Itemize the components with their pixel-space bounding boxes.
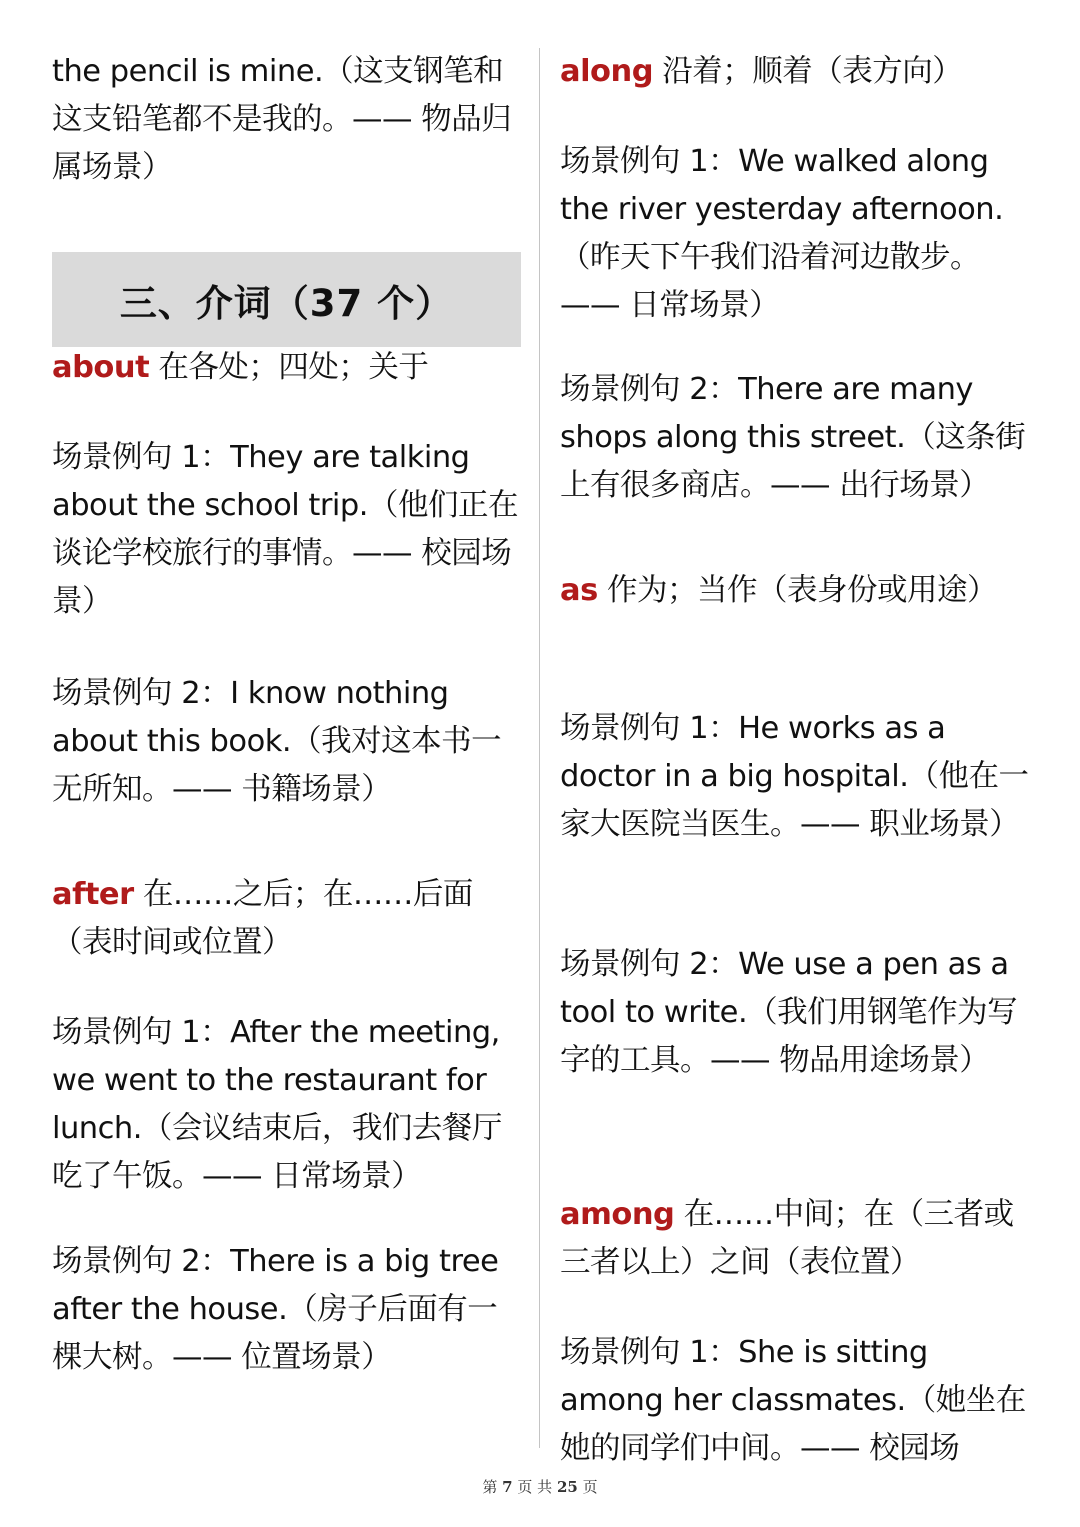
headword: about [52,350,150,385]
footer-suffix: 页 [582,1478,598,1496]
entry-headword-among [560,1191,1038,1287]
page-footer [0,1476,1080,1497]
example-sentence: 场景例句 1：He works as a doctor in a big hospital.（他在一家大医院当医生。—— 职业场景） [560,711,1029,842]
column-divider [539,48,540,1448]
entry-headword-about [52,344,522,392]
example-sentence: 场景例句 2：There are many shops along this street.（这条街上有很多商店。—— 出行场景） [560,372,1026,503]
headword-meaning: 在各处；四处；关于 [149,350,429,385]
footer-prefix: 第 [482,1478,498,1496]
example-sentence: 场景例句 1：They are talking about the school trip.（他们正在谈论学校旅行的事情。—— 校园场景） [52,440,518,619]
example-sentence: 场景例句 1：After the meeting, we went to the restaurant for lunch.（会议结束后，我们去餐厅吃了午饭。—— 日常场景） [52,1015,502,1194]
entry-headword-along [560,48,1038,96]
example-sentence: 场景例句 1：We walked along the river yesterday afternoon.（昨天下午我们沿着河边散步。—— 日常场景） [560,144,1004,323]
example-sentence: 场景例句 1：She is sitting among her classmates.（她坐在她的同学们中间。—— 校园场 [560,1335,1026,1466]
footer-total-pages: 25 [556,1478,578,1496]
example-sentence: 场景例句 2：I know nothing about this book.（我对这本书一无所知。—— 书籍场景） [52,676,502,807]
example-sentence: 场景例句 2：There is a big tree after the house.（房子后面有一棵大树。—— 位置场景） [52,1244,499,1375]
headword: among [560,1197,675,1232]
example-sentence: 场景例句 2：We use a pen as a tool to write.（我们用钢笔作为写字的工具。—— 物品用途场景） [560,947,1018,1078]
headword-meaning: 在……中间；在（三者或三者以上）之间（表位置） [560,1197,1014,1280]
entry-headword-as [560,567,1038,615]
footer-mid: 页 共 [517,1478,553,1496]
section-banner [52,252,521,347]
headword: along [560,54,654,89]
headword-meaning: 在……之后；在……后面（表时间或位置） [52,877,473,960]
footer-page-number: 7 [502,1478,513,1496]
headword-meaning: 作为；当作（表身份或用途） [597,573,997,608]
headword-meaning: 沿着；顺着（表方向） [653,54,963,89]
headword: as [560,573,598,608]
section-title: 三、介词（37 个） [119,281,454,325]
headword: after [52,877,134,912]
continuation-text: the pencil is mine.（这支钢笔和这支铅笔都不是我的。—— 物品归属场景） [52,54,512,185]
entry-headword-after [52,871,522,967]
